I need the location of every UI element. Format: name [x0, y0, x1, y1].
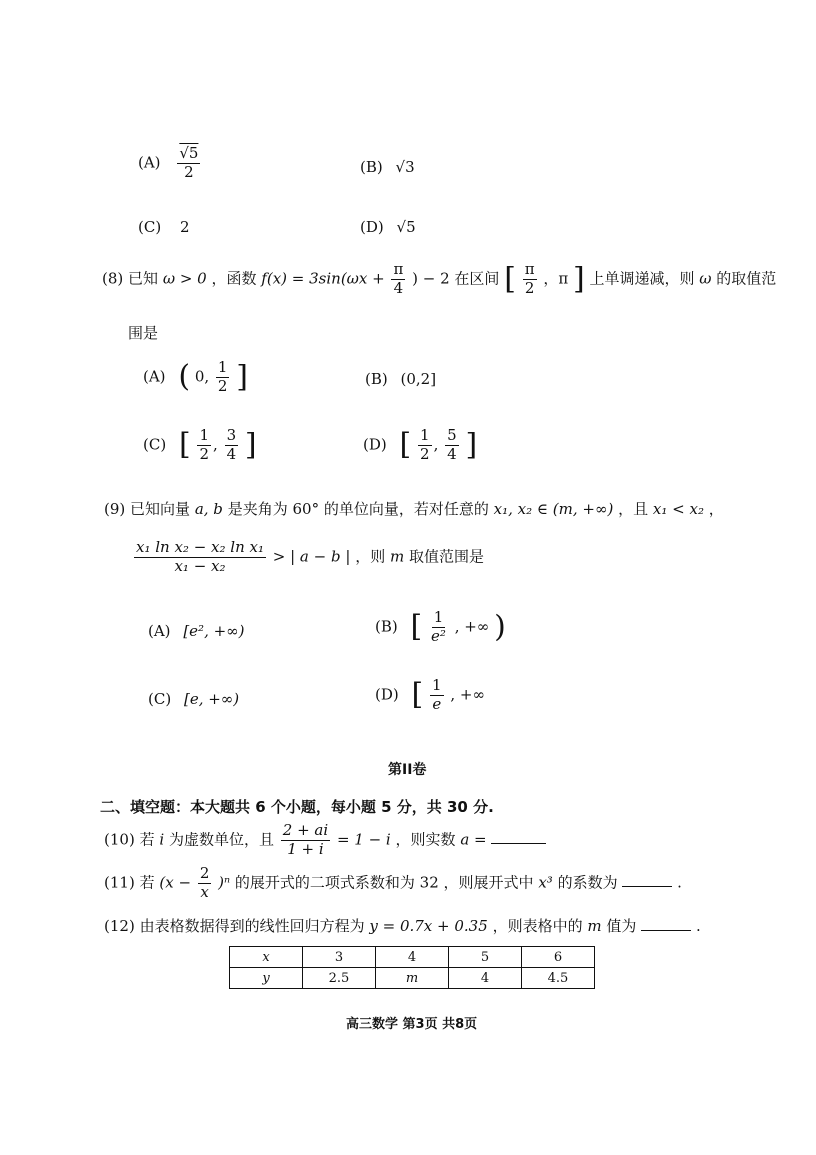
q12-table-wrapper [229, 946, 595, 989]
math-expr: ω [699, 269, 712, 288]
table-row [230, 947, 595, 968]
math-expr: 0, [194, 367, 210, 386]
stem-text: 若 [139, 873, 155, 892]
q12-stem [104, 915, 701, 936]
numerator: 1 [217, 358, 228, 376]
math-expr: 60° [292, 500, 320, 518]
numerator: x₁ ln x₂ − x₂ ln x₁ [136, 538, 264, 556]
denominator: x₁ − x₂ [174, 556, 226, 575]
fraction [391, 262, 405, 297]
bracket-left: [ [504, 261, 516, 297]
stem-text: 若 [139, 830, 155, 849]
q8-option-d: (D) [ $\frac{1}{2}$ , $\frac{5}{4}$ ] [363, 426, 478, 463]
math-expr: f(x) = 3sin(ωx + [261, 269, 385, 288]
math-expr: , +∞ [454, 617, 490, 636]
q9-option-a [148, 622, 245, 640]
option-label: (A) [143, 367, 166, 386]
stem-text: 已知 [128, 269, 159, 288]
q8-stem-line2: 围是 [128, 324, 159, 342]
numerator: √5 [179, 144, 199, 162]
stem-text: ，则展开式中 [443, 873, 534, 892]
math-expr: , +∞ [450, 685, 485, 704]
numerator: 1 [420, 426, 430, 444]
stem-text: 为虚数单位，且 [168, 830, 274, 849]
stem-text: 的取值范 [716, 269, 777, 288]
stem-text: . [677, 873, 682, 892]
bracket-left: [ [410, 609, 423, 645]
bracket-right: ] [236, 359, 248, 395]
bracket-left: [ [399, 427, 412, 463]
numerator: 3 [226, 426, 237, 444]
option-label: (B) [360, 158, 383, 176]
math-expr: x₁, x₂ ∈ (m, +∞) [493, 500, 614, 518]
option-value: 2 [179, 218, 190, 236]
fraction [418, 428, 432, 463]
q7-option-a [138, 146, 202, 181]
stem-text: 的展开式的二项式系数和为 [234, 873, 415, 892]
table-cell: m [376, 968, 449, 989]
bracket-left: [ [178, 427, 191, 463]
fraction [216, 360, 230, 395]
numerator: 2 + ai [282, 821, 329, 839]
table-cell: 4 [376, 947, 449, 968]
volume-title: 第II卷 [388, 762, 427, 778]
table-cell: 2.5 [303, 968, 376, 989]
math-expr: x₁ < x₂ [652, 500, 704, 518]
q7-option-c [138, 218, 190, 236]
denominator: 2 [184, 162, 194, 181]
stem-text: ，则表格中的 [492, 917, 583, 935]
question-number: (12) [104, 917, 135, 935]
option-label: (C) [143, 435, 167, 454]
math-expr: (x − [159, 873, 192, 892]
numerator: 5 [447, 426, 457, 444]
fraction [523, 262, 537, 297]
math-expr: )ⁿ [218, 873, 231, 892]
numerator: π [393, 260, 404, 278]
answer-blank[interactable] [622, 886, 672, 887]
stem-text: ，且 [618, 500, 649, 518]
table-cell: 6 [522, 947, 595, 968]
option-label: (A) [138, 153, 161, 172]
table-cell: x [230, 947, 303, 968]
page-footer: 高三数学 第3页 共8页 [346, 1017, 478, 1032]
option-label: (B) [365, 370, 388, 388]
stem-text: ， [708, 500, 724, 518]
denominator: 1 + i [287, 839, 324, 858]
numerator: π [524, 260, 535, 278]
math-expr: 32 [419, 873, 439, 892]
answer-blank[interactable] [641, 930, 691, 931]
fraction [429, 610, 448, 645]
option-label: (D) [360, 218, 384, 236]
option-value: [e², +∞) [183, 622, 245, 640]
stem-text: 的系数为 [557, 873, 618, 892]
q9-option-d [375, 678, 485, 713]
bracket-right: ) [494, 609, 506, 645]
q8-option-b [365, 370, 436, 388]
stem-text: ，函数 [211, 269, 257, 288]
option-value: √3 [395, 158, 415, 176]
numerator: 2 [199, 864, 210, 882]
table-cell: 5 [449, 947, 522, 968]
math-expr: = 1 − i [336, 830, 391, 849]
stem-text: 的单位向量，若对任意的 [323, 500, 489, 518]
math-expr: > | a − b | [272, 547, 351, 566]
fraction [445, 428, 459, 463]
question-number: (8) [102, 269, 124, 288]
denominator: 2 [524, 278, 535, 297]
math-expr: m [587, 917, 602, 935]
denominator: 2 [217, 376, 228, 395]
q11-stem [104, 866, 682, 901]
option-label: (B) [375, 617, 398, 636]
stem-text: 是夹角为 [227, 500, 288, 518]
section-heading: 二、填空题：本大题共 6 个小题，每小题 5 分，共 30 分. [100, 798, 494, 816]
question-number: (10) [104, 830, 135, 849]
q9-option-b [375, 610, 506, 645]
stem-text: ，则 [355, 547, 386, 566]
math-expr: m [389, 547, 405, 566]
math-expr: y = 0.7x + 0.35 [369, 917, 488, 935]
bracket-right: ] [244, 427, 257, 463]
bracket-left: ( [178, 359, 191, 395]
denominator: 2 [420, 444, 430, 463]
stem-text: 取值范围是 [409, 547, 485, 566]
stem-text: . [695, 917, 701, 935]
option-label: (D) [363, 435, 387, 454]
fraction [281, 823, 330, 858]
option-label: (D) [375, 685, 399, 704]
q10-stem [104, 823, 546, 858]
denominator: 4 [226, 444, 237, 463]
denominator: 4 [393, 278, 404, 297]
math-expr: a = [460, 830, 487, 849]
denominator: e² [431, 626, 446, 645]
numerator: 1 [433, 608, 444, 626]
math-expr: ，π [543, 269, 569, 288]
option-label: (C) [148, 690, 172, 708]
fraction [198, 866, 212, 901]
fraction [197, 428, 211, 463]
fraction [134, 540, 266, 575]
q8-option-a [143, 360, 248, 395]
q9-stem-line2 [132, 540, 484, 575]
bracket-left: [ [411, 677, 424, 713]
math-expr: ) − 2 [412, 269, 450, 288]
q9-stem [104, 498, 724, 519]
bracket-right: ] [465, 427, 478, 463]
option-label: (C) [138, 218, 162, 236]
q7-option-d [360, 218, 416, 236]
math-expr: a, b [194, 500, 223, 518]
denominator: e [432, 694, 442, 713]
option-value: [e, +∞) [183, 690, 240, 708]
stem-text: 上单调递减，则 [589, 269, 695, 288]
table-cell: 4.5 [522, 968, 595, 989]
stem-text: ，则实数 [395, 830, 456, 849]
table-cell: y [230, 968, 303, 989]
math-expr: x³ [538, 873, 553, 892]
table-cell: 4 [449, 968, 522, 989]
answer-blank[interactable] [491, 843, 546, 844]
math-expr: ω > 0 [162, 269, 207, 288]
q7-option-b [360, 158, 415, 176]
table-row [230, 968, 595, 989]
fraction [225, 428, 239, 463]
denominator: x [200, 882, 209, 901]
stem-text: 值为 [606, 917, 637, 935]
q12-data-table [229, 946, 595, 989]
option-value: (0,2] [400, 370, 437, 388]
question-number: (11) [104, 873, 135, 892]
option-value: √5 [396, 218, 416, 236]
q8-option-c: (C) [ $\frac{1}{2}$ , $\frac{3}{4}$ ] [143, 426, 257, 463]
numerator: 1 [432, 676, 442, 694]
stem-text: 在区间 [454, 269, 500, 288]
option-label: (A) [148, 622, 171, 640]
q8-stem [102, 262, 776, 297]
q9-option-c [148, 690, 239, 708]
question-number: (9) [104, 500, 126, 518]
fraction [430, 678, 444, 713]
table-cell: 3 [303, 947, 376, 968]
stem-text: 已知向量 [130, 500, 191, 518]
math-expr: i [159, 830, 165, 849]
denominator: 4 [447, 444, 457, 463]
bracket-right: ] [572, 261, 585, 297]
numerator: 1 [199, 426, 210, 444]
stem-text: 由表格数据得到的线性回归方程为 [139, 917, 365, 935]
denominator: 2 [199, 444, 210, 463]
fraction [177, 146, 200, 181]
